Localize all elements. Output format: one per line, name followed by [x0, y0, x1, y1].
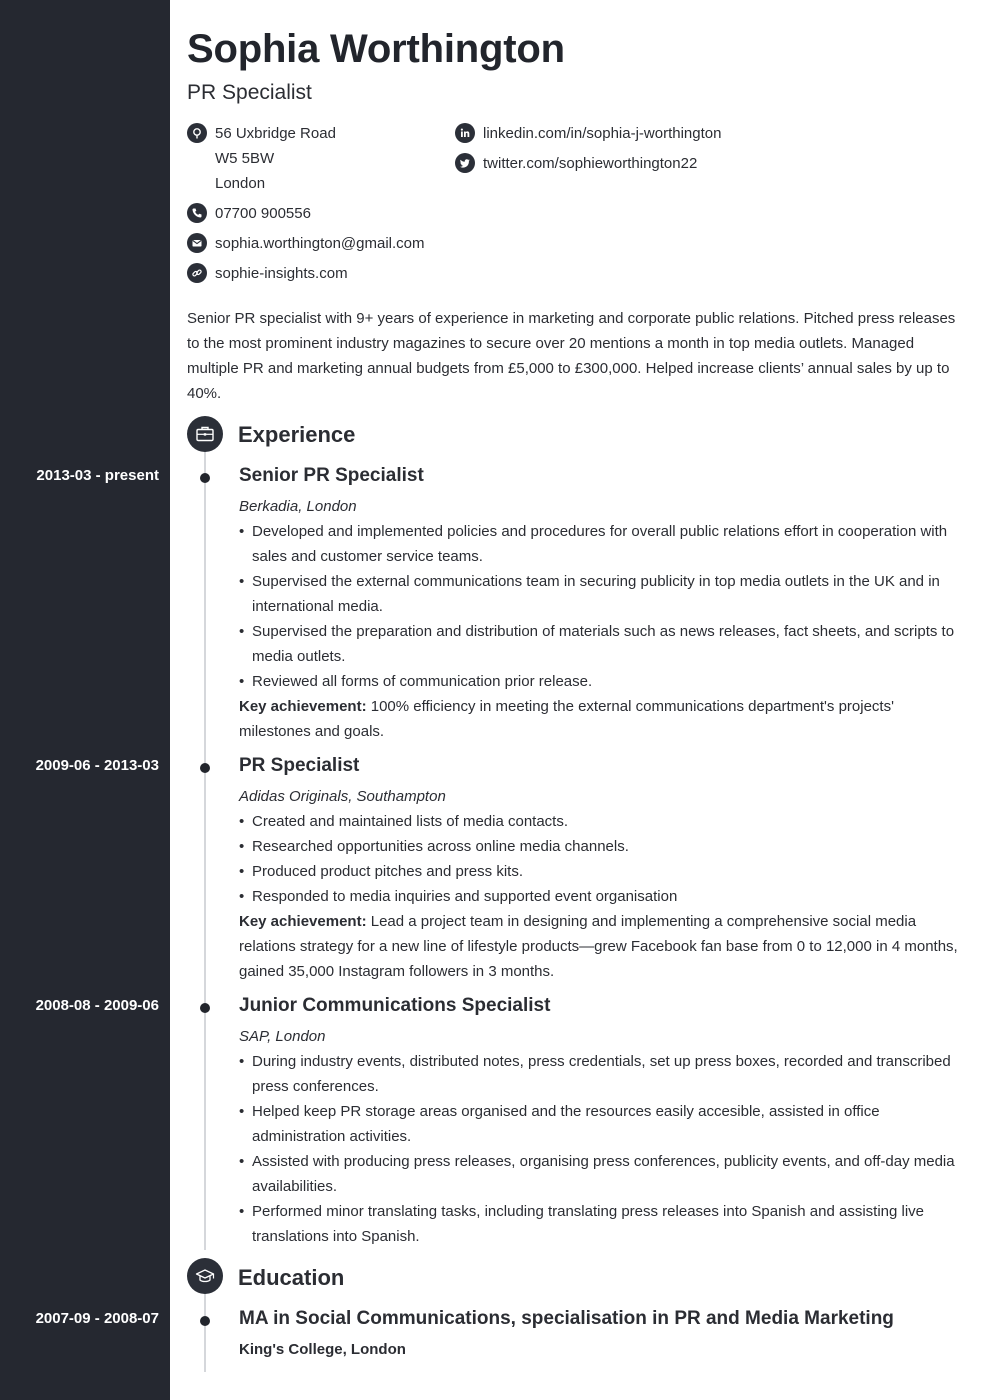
job-company: Adidas Originals, Southampton [239, 788, 446, 805]
bullet-item: • Reviewed all forms of communication prior release. [239, 669, 962, 694]
contact-twitter [455, 151, 697, 176]
candidate-role: PR Specialist [187, 81, 312, 104]
bullet-item: • Assisted with producing press releases, organising press conferences, publicity events, and off-day media availabilities. [239, 1149, 962, 1199]
bullet-item: • During industry events, distributed notes, press credentials, set up press boxes, recorded and transcribed press conferences. [239, 1049, 962, 1099]
contact-email [187, 231, 425, 256]
graduation-cap-icon [187, 1258, 223, 1294]
job-dates: 2008-08 - 2009-06 [35, 997, 159, 1014]
job-title: PR Specialist [239, 755, 360, 776]
bullet-item: • Performed minor translating tasks, including translating press releases into Spanish and assisting live translations into Spanish. [239, 1199, 962, 1249]
key-achievement-text: Lead a project team in designing and implementing a comprehensive social media relations strategy for a new line of lifestyle products—grew Facebook fan base from 0 to 12,000 in 4 months, gained 35,000 Instagram followers in 3 months. [239, 913, 958, 980]
sidebar [0, 0, 170, 1400]
address-line-3: London [215, 175, 266, 192]
timeline-dot [200, 763, 210, 773]
section-title-experience: Experience [238, 422, 356, 447]
job-bullets [239, 519, 962, 694]
bullet-item: • Responded to media inquiries and supported event organisation [239, 884, 962, 909]
bullet-item: • Developed and implemented policies and procedures for overall public relations effort in cooperation with sales and customer service teams. [239, 519, 962, 569]
location-pin-icon [187, 123, 207, 143]
website-link[interactable]: sophie-insights.com [215, 265, 348, 282]
job-dates: 2009-06 - 2013-03 [35, 757, 159, 774]
profile-summary: Senior PR specialist with 9+ years of experience in marketing and corporate public relations. Pitched press releases to the most prominent industry magazines to secure over 20 mentions a month in top media outlets. Managed multiple PR and marketing annual budgets from £5,000 to £300,000. Helped increase clients’ annual sales by up to 40%. [187, 310, 956, 402]
timeline-dot [200, 1003, 210, 1013]
key-achievement-text: 100% efficiency in meeting the external communications department's projects' milestones and goals. [239, 698, 894, 740]
twitter-link[interactable]: twitter.com/sophieworthington22 [483, 155, 698, 172]
envelope-icon [187, 233, 207, 253]
contact-address [187, 121, 336, 196]
job-title: Senior PR Specialist [239, 465, 424, 486]
education-timeline [204, 1294, 206, 1372]
job-bullets [239, 1049, 962, 1249]
job-company: SAP, London [239, 1028, 326, 1045]
linkedin-icon [455, 123, 475, 143]
contact-phone [187, 201, 311, 226]
bullet-item: • Helped keep PR storage areas organised and the resources easily accesible, assisted in office administration activities. [239, 1099, 962, 1149]
phone-number[interactable]: 07700 900556 [215, 205, 311, 222]
school-name: King's College, London [239, 1341, 406, 1358]
bullet-item: • Produced product pitches and press kits. [239, 859, 962, 884]
job-entry [239, 995, 962, 1249]
contact-linkedin [455, 121, 721, 146]
timeline-dot [200, 473, 210, 483]
bullet-item: • Created and maintained lists of media contacts. [239, 809, 962, 834]
education-entry [239, 1308, 962, 1362]
key-achievement [239, 694, 962, 744]
education-dates: 2007-09 - 2008-07 [35, 1310, 159, 1327]
job-title: Junior Communications Specialist [239, 995, 551, 1016]
address-line-2: W5 5BW [215, 150, 275, 167]
contact-website [187, 261, 348, 286]
twitter-icon [455, 153, 475, 173]
link-icon [187, 263, 207, 283]
candidate-name: Sophia Worthington [187, 27, 565, 71]
bullet-item: • Supervised the external communications team in securing publicity in top media outlets in the UK and in international media. [239, 569, 962, 619]
key-achievement-label: Key achievement: [239, 698, 367, 715]
job-entry [239, 465, 962, 744]
linkedin-link[interactable]: linkedin.com/in/sophia-j-worthington [483, 125, 722, 142]
timeline-dot [200, 1316, 210, 1326]
job-company: Berkadia, London [239, 498, 357, 515]
email-address[interactable]: sophia.worthington@gmail.com [215, 235, 425, 252]
experience-timeline [204, 452, 206, 1250]
briefcase-icon [187, 416, 223, 452]
bullet-item: • Supervised the preparation and distribution of materials such as news releases, fact sheets, and scripts to media outlets. [239, 619, 962, 669]
degree-title: MA in Social Communications, specialisation in PR and Media Marketing [239, 1308, 894, 1329]
section-title-education: Education [238, 1265, 345, 1290]
key-achievement [239, 909, 962, 984]
bullet-item: • Researched opportunities across online media channels. [239, 834, 962, 859]
key-achievement-label: Key achievement: [239, 913, 367, 930]
address-line-1: 56 Uxbridge Road [215, 125, 336, 142]
job-bullets [239, 809, 962, 909]
phone-icon [187, 203, 207, 223]
job-entry [239, 755, 962, 984]
job-dates: 2013-03 - present [36, 467, 159, 484]
